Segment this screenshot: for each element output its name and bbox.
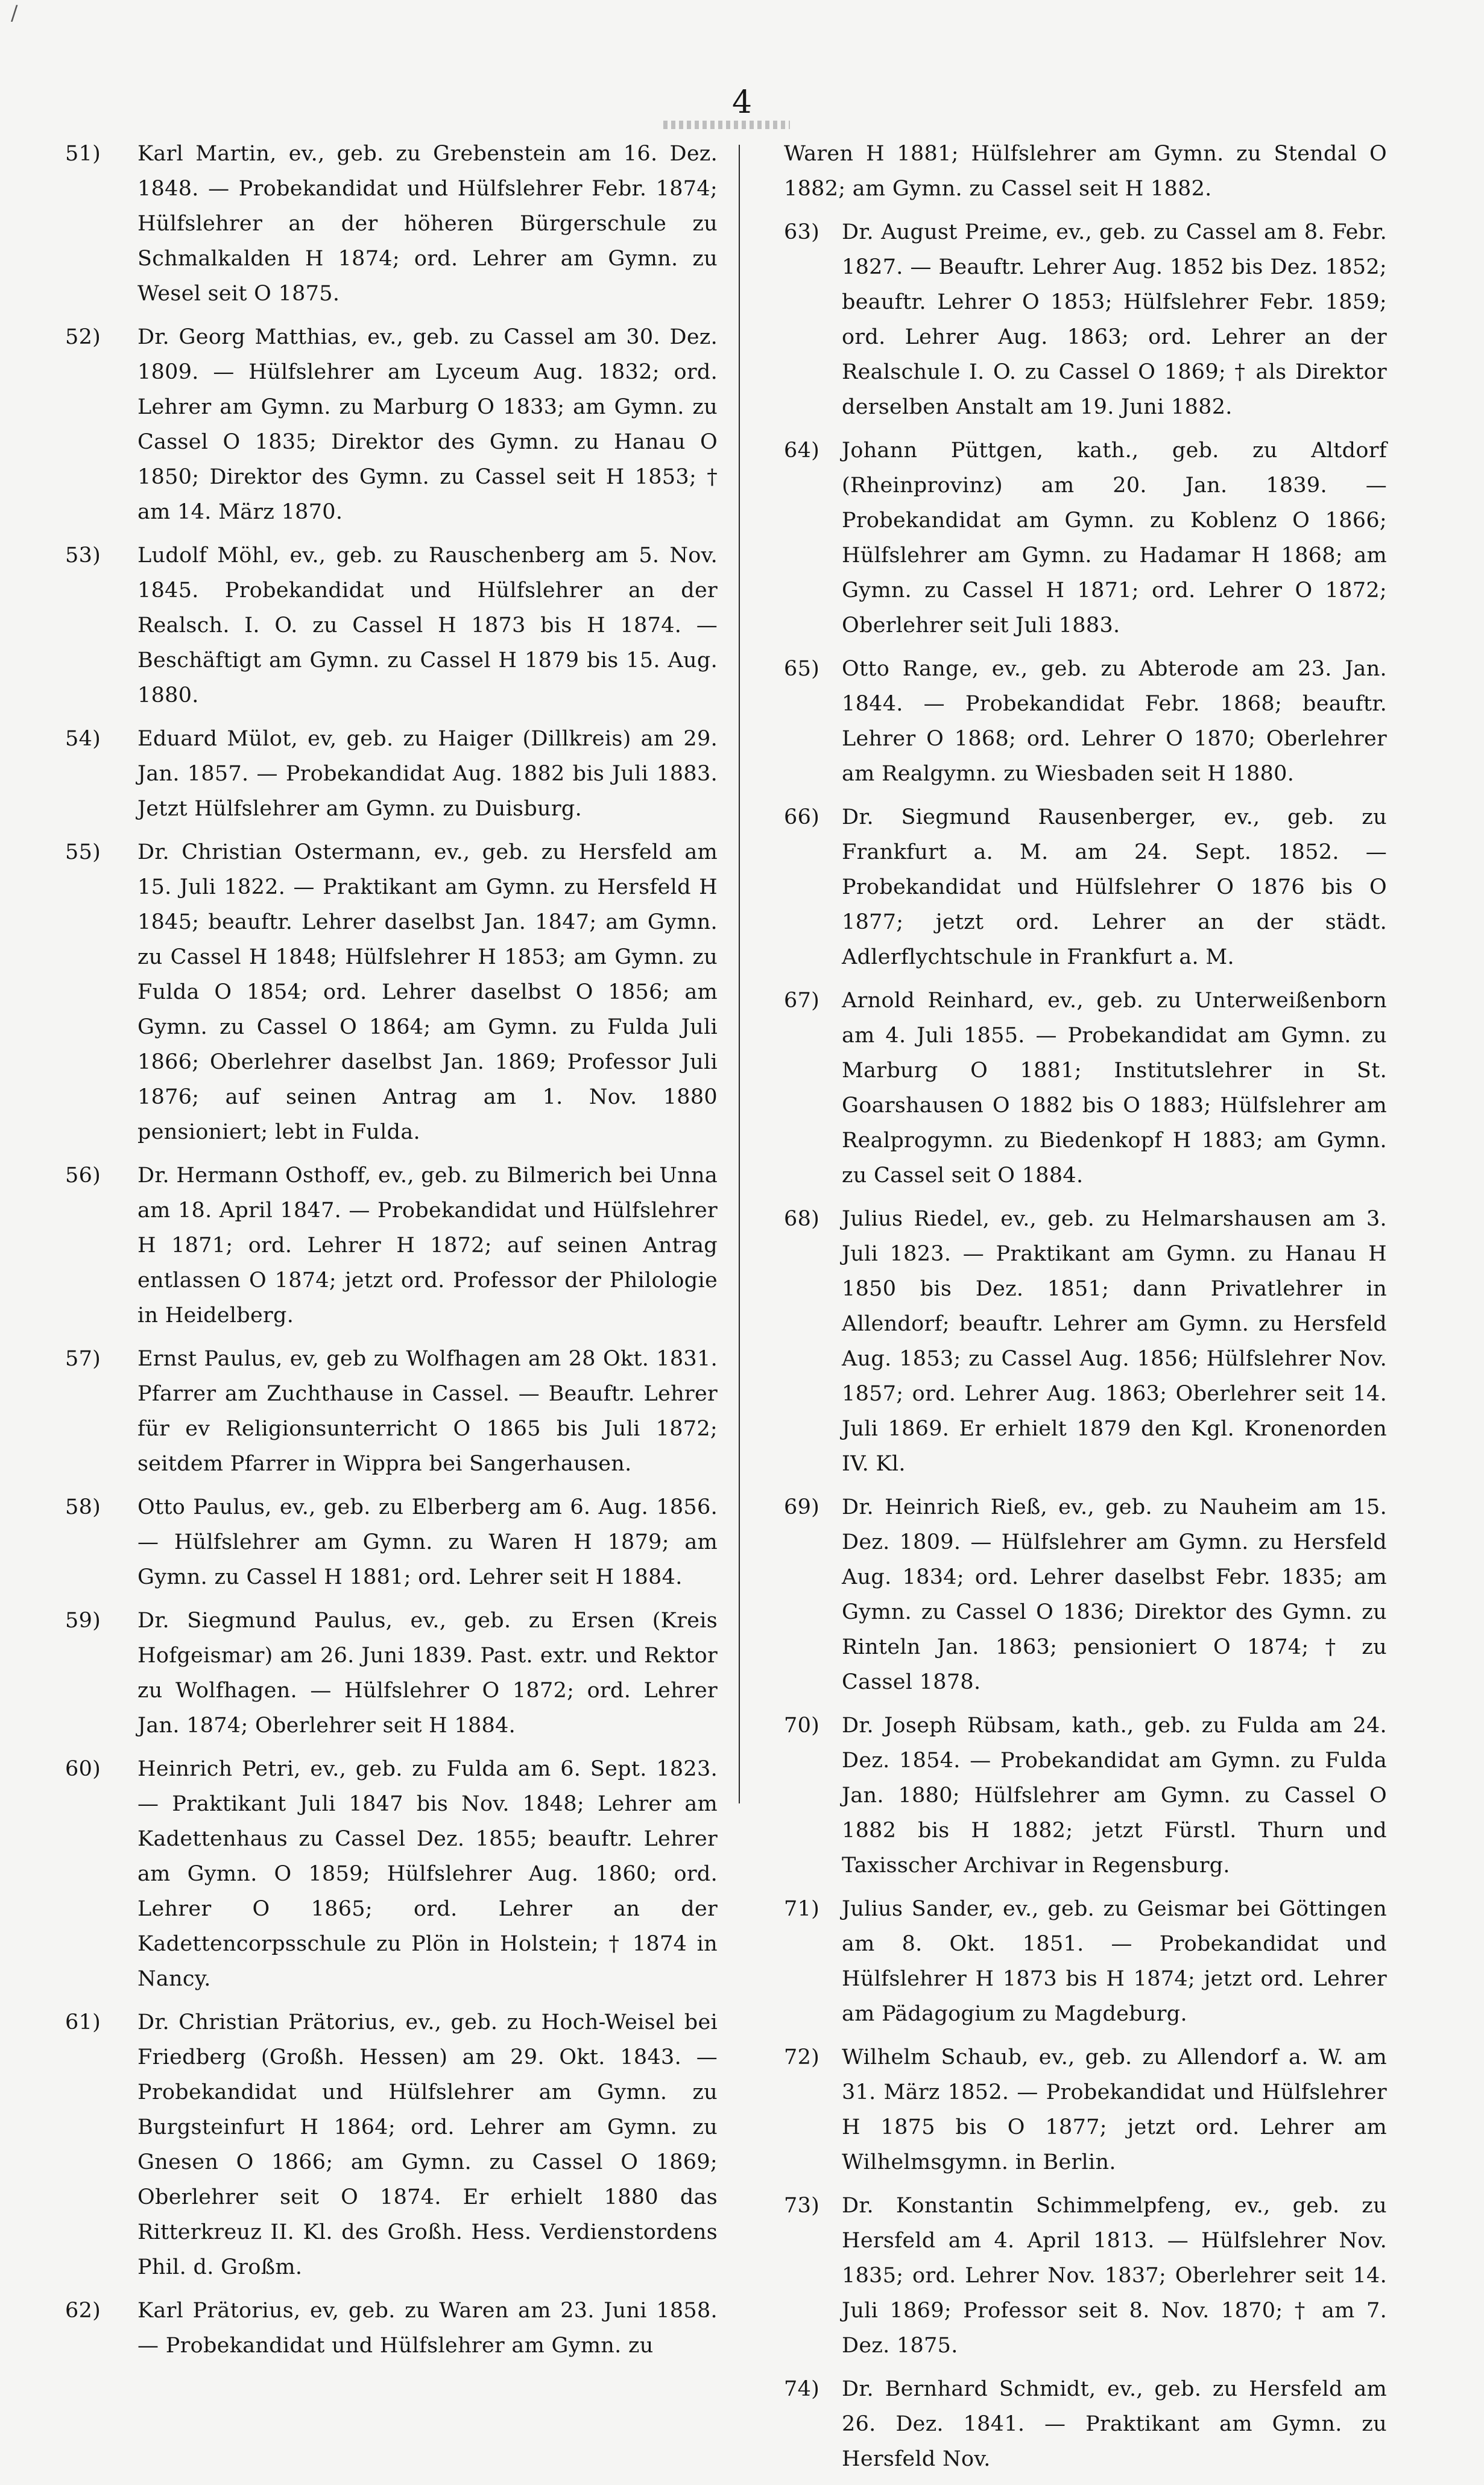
- biography-entry: [65, 136, 718, 311]
- biography-entry: [65, 1752, 718, 1996]
- right-column: [784, 136, 1387, 2485]
- biography-entry: [65, 538, 718, 713]
- biography-entry: [65, 320, 718, 530]
- biography-entry: [65, 721, 718, 826]
- biography-entry: [784, 983, 1387, 1193]
- entry-number: 57): [65, 1347, 101, 1371]
- entry-number: 71): [784, 1897, 820, 1921]
- entry-text: Dr. Christian Prätorius, ev., geb. zu Hoch-Weisel bei Friedberg (Großh. Hessen) am 29. Okt. 1843. — Probekandidat und Hülfslehrer am Gymn. zu Burgsteinfurt H 1864; ord. Lehrer am Gymn. zu Gnesen O 1866; am Gymn. zu Cassel O 1869; Oberlehrer seit O 1874. Er erhielt 1880 das Ritterkreuz II. Kl. des Großh. Hess. Verdienstordens Phil. d. Großm.: [137, 2010, 718, 2279]
- biography-entry: [784, 1708, 1387, 1883]
- entry-number: 70): [784, 1714, 820, 1738]
- entry-text: Dr. Georg Matthias, ev., geb. zu Cassel am 30. Dez. 1809. — Hülfslehrer am Lyceum Aug. 1832; ord. Lehrer am Gymn. zu Marburg O 1833; am Gymn. zu Cassel O 1835; Direktor des Gymn. zu Hanau O 1850; Direktor des Gymn. zu Cassel seit H 1853; † am 14. März 1870.: [137, 325, 718, 524]
- biography-entry: [65, 1158, 718, 1333]
- entry-text: Julius Riedel, ev., geb. zu Helmarshausen am 3. Juli 1823. — Praktikant am Gymn. zu Hanau H 1850 bis Dez. 1851; dann Privatlehrer in Allendorf; beauftr. Lehrer am Gymn. zu Hersfeld Aug. 1853; zu Cassel Aug. 1856; Hülfslehrer Nov. 1857; ord. Lehrer Aug. 1863; Oberlehrer seit 14. Juli 1869. Er erhielt 1879 den Kgl. Kronenorden IV. Kl.: [842, 1207, 1387, 1476]
- entry-text: Heinrich Petri, ev., geb. zu Fulda am 6. Sept. 1823. — Praktikant Juli 1847 bis Nov. 1848; Lehrer am Kadettenhaus zu Cassel Dez. 1855; beauftr. Lehrer am Gymn. O 1859; Hülfslehrer Aug. 1860; ord. Lehrer O 1865; ord. Lehrer an der Kadettencorpsschule zu Plön in Holstein; † 1874 in Nancy.: [137, 1757, 718, 1991]
- biography-entry: [784, 136, 1387, 206]
- entry-text: Dr. Siegmund Rausenberger, ev., geb. zu Frankfurt a. M. am 24. Sept. 1852. — Probekandidat und Hülfslehrer O 1876 bis O 1877; jetzt ord. Lehrer an der städt. Adlerflychtschule in Frankfurt a. M.: [842, 805, 1387, 969]
- entry-number: 60): [65, 1757, 101, 1781]
- entry-number: 62): [65, 2299, 101, 2323]
- entry-text: Wilhelm Schaub, ev., geb. zu Allendorf a. W. am 31. März 1852. — Probekandidat und Hülfslehrer H 1875 bis O 1877; jetzt ord. Lehrer am Wilhelmsgymn. in Berlin.: [842, 2045, 1387, 2174]
- entry-text: Julius Sander, ev., geb. zu Geismar bei Göttingen am 8. Okt. 1851. — Probekandidat und Hülfslehrer H 1873 bis H 1874; jetzt ord. Lehrer am Pädagogium zu Magdeburg.: [842, 1897, 1387, 2026]
- entry-text: Dr. Hermann Osthoff, ev., geb. zu Bilmerich bei Unna am 18. April 1847. — Probekandidat und Hülfslehrer H 1871; ord. Lehrer H 1872; auf seinen Antrag entlassen O 1874; jetzt ord. Professor der Philologie in Heidelberg.: [137, 1163, 718, 1328]
- entry-number: 72): [784, 2045, 820, 2069]
- biography-entry: [784, 2188, 1387, 2363]
- entry-text: Karl Prätorius, ev, geb. zu Waren am 23. Juni 1858. — Probekandidat und Hülfslehrer am Gymn. zu: [137, 2299, 718, 2358]
- entry-text: Dr. Bernhard Schmidt, ev., geb. zu Hersfeld am 26. Dez. 1841. — Praktikant am Gymn. zu Hersfeld Nov.: [842, 2377, 1387, 2471]
- entry-number: 65): [784, 657, 820, 681]
- entry-text: Johann Püttgen, kath., geb. zu Altdorf (Rheinprovinz) am 20. Jan. 1839. — Probekandidat am Gymn. zu Koblenz O 1866; Hülfslehrer am Gymn. zu Hadamar H 1868; am Gymn. zu Cassel H 1871; ord. Lehrer O 1872; Oberlehrer seit Juli 1883.: [842, 438, 1387, 638]
- entry-number: 68): [784, 1207, 820, 1231]
- biography-entry: [784, 651, 1387, 791]
- entry-number: 51): [65, 142, 101, 166]
- ornament-divider: [663, 121, 790, 129]
- biography-entry: [784, 1490, 1387, 1700]
- entry-number: 55): [65, 840, 101, 864]
- entry-text: Waren H 1881; Hülfslehrer am Gymn. zu Stendal O 1882; am Gymn. zu Cassel seit H 1882.: [784, 142, 1387, 201]
- entry-text: Karl Martin, ev., geb. zu Grebenstein am 16. Dez. 1848. — Probekandidat und Hülfslehrer Febr. 1874; Hülfslehrer an der höheren Bürgerschule zu Schmalkalden H 1874; ord. Lehrer am Gymn. zu Wesel seit O 1875.: [137, 142, 718, 306]
- biography-entry: [784, 1201, 1387, 1481]
- page-number: 4: [731, 84, 753, 121]
- entry-number: 74): [784, 2377, 820, 2401]
- column-divider: [739, 145, 740, 1803]
- entry-number: 54): [65, 727, 101, 751]
- biography-entry: [65, 2293, 718, 2363]
- biography-entry: [65, 1341, 718, 1481]
- entry-number: 67): [784, 989, 820, 1013]
- corner-mark: /: [11, 1, 18, 25]
- left-column: [65, 136, 718, 2372]
- entry-number: 59): [65, 1609, 101, 1633]
- biography-entry: [784, 433, 1387, 643]
- entry-text: Otto Paulus, ev., geb. zu Elberberg am 6. Aug. 1856. — Hülfslehrer am Gymn. zu Waren H 1879; am Gymn. zu Cassel H 1881; ord. Lehrer seit H 1884.: [137, 1495, 718, 1589]
- biography-entry: [65, 835, 718, 1150]
- entry-number: 63): [784, 220, 820, 244]
- entry-text: Otto Range, ev., geb. zu Abterode am 23. Jan. 1844. — Probekandidat Febr. 1868; beauftr. Lehrer O 1868; ord. Lehrer O 1870; Oberlehrer am Realgymn. zu Wiesbaden seit H 1880.: [842, 657, 1387, 786]
- entry-text: Eduard Mülot, ev, geb. zu Haiger (Dillkreis) am 29. Jan. 1857. — Probekandidat Aug. 1882 bis Juli 1883. Jetzt Hülfslehrer am Gymn. zu Duisburg.: [137, 727, 718, 821]
- entry-text: Ludolf Möhl, ev., geb. zu Rauschenberg am 5. Nov. 1845. Probekandidat und Hülfslehrer an der Realsch. I. O. zu Cassel H 1873 bis H 1874. — Beschäftigt am Gymn. zu Cassel H 1879 bis 15. Aug. 1880.: [137, 543, 718, 708]
- entry-number: 52): [65, 325, 101, 349]
- entry-text: Dr. Siegmund Paulus, ev., geb. zu Ersen (Kreis Hofgeismar) am 26. Juni 1839. Past. extr. und Rektor zu Wolfhagen. — Hülfslehrer O 1872; ord. Lehrer Jan. 1874; Oberlehrer seit H 1884.: [137, 1609, 718, 1738]
- entry-text: Dr. Joseph Rübsam, kath., geb. zu Fulda am 24. Dez. 1854. — Probekandidat am Gymn. zu Fulda Jan. 1880; Hülfslehrer am Gymn. zu Cassel O 1882 bis H 1882; jetzt Fürstl. Thurn und Taxisscher Archivar in Regensburg.: [842, 1714, 1387, 1878]
- entry-number: 58): [65, 1495, 101, 1519]
- biography-entry: [784, 215, 1387, 425]
- biography-entry: [784, 2040, 1387, 2180]
- biography-entry: [65, 1603, 718, 1743]
- entry-text: Dr. August Preime, ev., geb. zu Cassel am 8. Febr. 1827. — Beauftr. Lehrer Aug. 1852 bis Dez. 1852; beauftr. Lehrer O 1853; Hülfslehrer Febr. 1859; ord. Lehrer Aug. 1863; ord. Lehrer an der Realschule I. O. zu Cassel O 1869; † als Direktor derselben Anstalt am 19. Juni 1882.: [842, 220, 1387, 419]
- biography-entry: [784, 1891, 1387, 2031]
- entry-number: 66): [784, 805, 820, 829]
- entry-text: Ernst Paulus, ev, geb zu Wolfhagen am 28 Okt. 1831. Pfarrer am Zuchthause in Cassel. — Beauftr. Lehrer für ev Religionsunterricht O 1865 bis Juli 1872; seitdem Pfarrer in Wippra bei Sangerhausen.: [137, 1347, 718, 1476]
- entry-text: Dr. Heinrich Rieß, ev., geb. zu Nauheim am 15. Dez. 1809. — Hülfslehrer am Gymn. zu Hersfeld Aug. 1834; ord. Lehrer daselbst Febr. 1835; am Gymn. zu Cassel O 1836; Direktor des Gymn. zu Rinteln Jan. 1863; pensioniert O 1874; † zu Cassel 1878.: [842, 1495, 1387, 1694]
- entry-text: Dr. Konstantin Schimmelpfeng, ev., geb. zu Hersfeld am 4. April 1813. — Hülfslehrer Nov. 1835; ord. Lehrer Nov. 1837; Oberlehrer seit 14. Juli 1869; Professor seit 8. Nov. 1870; † am 7. Dez. 1875.: [842, 2194, 1387, 2358]
- entry-number: 73): [784, 2194, 820, 2218]
- biography-entry: [784, 2372, 1387, 2477]
- entry-number: 53): [65, 543, 101, 568]
- entry-text: Arnold Reinhard, ev., geb. zu Unterweißenborn am 4. Juli 1855. — Probekandidat am Gymn. zu Marburg O 1881; Institutslehrer in St. Goarshausen O 1882 bis O 1883; Hülfslehrer am Realprogymn. zu Biedenkopf H 1883; am Gymn. zu Cassel seit O 1884.: [842, 989, 1387, 1188]
- entry-number: 64): [784, 438, 820, 463]
- entry-text: Dr. Christian Ostermann, ev., geb. zu Hersfeld am 15. Juli 1822. — Praktikant am Gymn. zu Hersfeld H 1845; beauftr. Lehrer daselbst Jan. 1847; am Gymn. zu Cassel H 1848; Hülfslehrer H 1853; am Gymn. zu Fulda O 1854; ord. Lehrer daselbst O 1856; am Gymn. zu Cassel O 1864; am Gymn. zu Fulda Juli 1866; Oberlehrer daselbst Jan. 1869; Professor Juli 1876; auf seinen Antrag am 1. Nov. 1880 pensioniert; lebt in Fulda.: [137, 840, 718, 1144]
- entry-number: 56): [65, 1163, 101, 1188]
- biography-entry: [65, 2005, 718, 2285]
- biography-entry: [65, 1490, 718, 1595]
- entry-number: 69): [784, 1495, 820, 1519]
- biography-entry: [784, 800, 1387, 975]
- entry-number: 61): [65, 2010, 101, 2034]
